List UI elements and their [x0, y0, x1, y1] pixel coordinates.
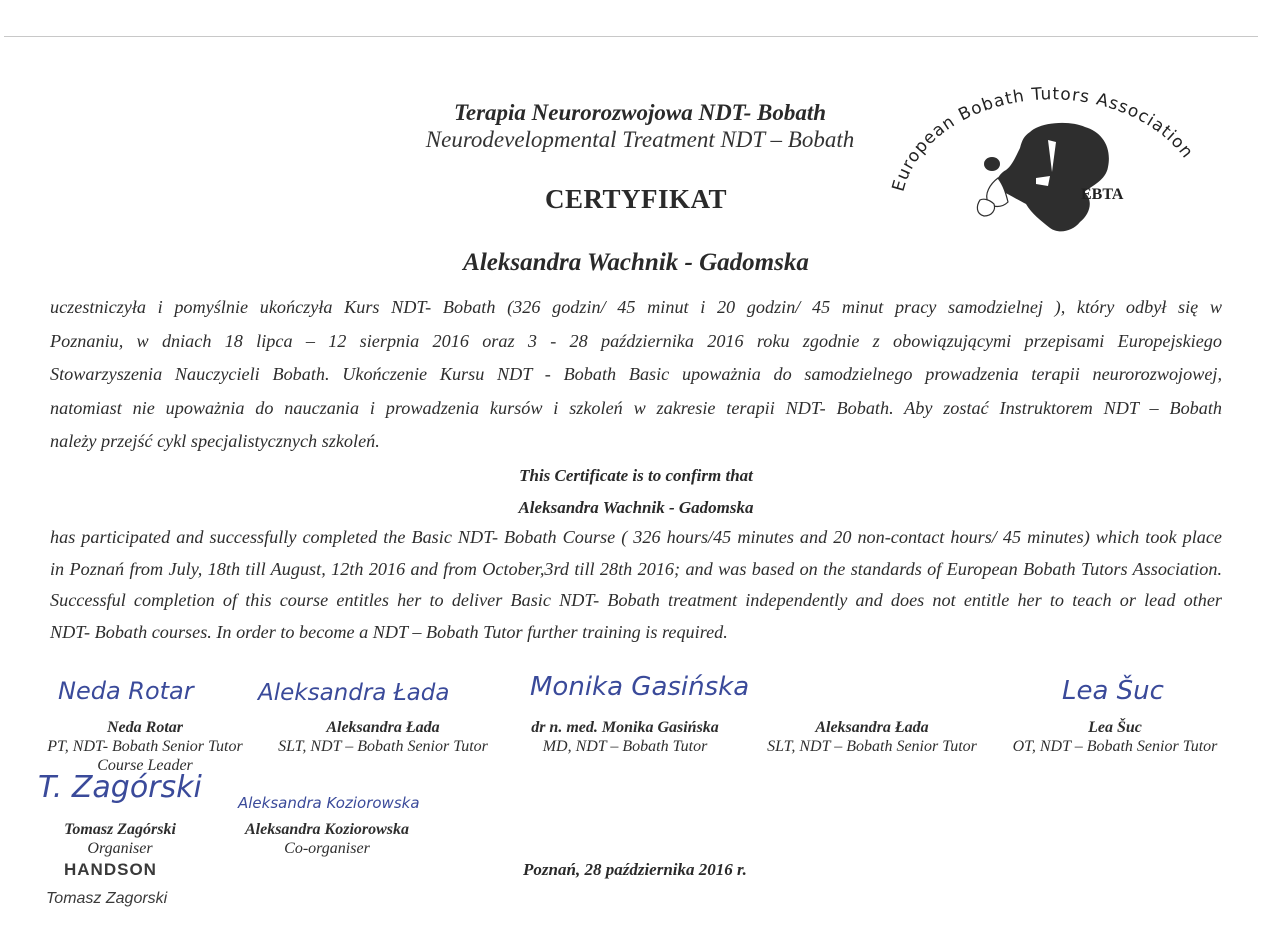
handson-stamp-name: Tomasz Zagorski [46, 890, 168, 907]
svg-text:European Bobath Tutors Associa: European Bobath Tutors Association [888, 84, 1198, 194]
signatory-aleksandra-koziorowska [222, 794, 432, 858]
signature-neda-rotar: Neda Rotar [58, 677, 194, 705]
signatory-name: Tomasz Zagórski [64, 821, 176, 838]
polish-statement [50, 291, 1222, 459]
signatory-name: Neda Rotar [107, 719, 183, 736]
polish-statement-line: należy przejść cykl specjalistycznych szkoleń. [50, 431, 380, 451]
signature-lea-suc: Lea Šuc [1062, 676, 1164, 706]
signatory-name: Aleksandra Łada [815, 719, 929, 736]
signatory-role: Organiser [87, 840, 153, 857]
certificate-title: CERTYFIKAT [544, 184, 728, 214]
signatory-tomasz-zagorski [30, 770, 210, 858]
english-statement-line: NDT- Bobath courses. In order to become a NDT – Bobath Tutor further training is required. [50, 621, 728, 642]
signature-aleksandra-koziorowska: Aleksandra Koziorowska [238, 794, 420, 812]
signatory-role: OT, NDT – Bobath Senior Tutor [1012, 738, 1218, 755]
english-statement-line: has participated and successfully completed the Basic NDT- Bobath Course ( 326 hours/45 minutes and 20 non-contact hours/ 45 minutes) which took place [50, 527, 1222, 547]
signatory-neda-rotar [30, 677, 260, 775]
confirmation-recipient: Aleksandra Wachnik - Gadomska [518, 498, 754, 517]
signatory-role: SLT, NDT – Bobath Senior Tutor [767, 738, 977, 755]
polish-statement-line: uczestniczyła i pomyślnie ukończyła Kurs NDT- Bobath (326 godzin/ 45 minut i 20 godzin/ 45 minut pracy samodzielnej ), który odbył się w [50, 297, 1222, 317]
title-polish: Terapia Neurorozwojowa NDT- Bobath [453, 100, 827, 125]
signatory-monika-gasinska [510, 672, 750, 756]
ebta-logo [880, 82, 1220, 242]
signatory-role: MD, NDT – Bobath Tutor [542, 738, 708, 755]
confirmation-heading: This Certificate is to confirm that [519, 466, 753, 485]
top-divider [4, 36, 1258, 37]
signatory-lea-suc [1000, 676, 1230, 756]
signatory-aleksandra-lada-1 [258, 680, 498, 756]
signatory-aleksandra-lada-2 [757, 718, 987, 756]
polish-statement-line: natomiast nie upoważnia do nauczania i prowadzenia kursów i szkoleń w zakresie terapii NDT- Bobath. Aby zostać Instruktorem NDT – Bobath [50, 397, 1222, 418]
europe-map-icon [880, 82, 1220, 242]
english-statement-line: in Poznań from July, 18th till August, 12th 2016 and from October,3rd till 28th 2016; and was based on the standards of European Bobath Tutors Association. [50, 558, 1222, 579]
signature-aleksandra-lada: Aleksandra Łada [258, 680, 450, 706]
signatory-name: Lea Šuc [1088, 719, 1142, 736]
english-statement [50, 522, 1222, 648]
signatory-name: Aleksandra Koziorowska [244, 821, 410, 838]
english-statement-line: Successful completion of this course entitles her to deliver Basic NDT- Bobath treatment independently and does not entitle her to teach or lead other [50, 590, 1222, 610]
place-and-date: Poznań, 28 października 2016 r. [523, 860, 747, 879]
polish-statement-line: Poznaniu, w dniach 18 lipca – 12 sierpnia 2016 oraz 3 - 28 października 2016 roku zgodnie z obowiązującymi przepisami Europejskiego [50, 330, 1222, 351]
signature-monika-gasinska: Monika Gasińska [530, 672, 750, 702]
polish-statement-line: Stowarzyszenia Nauczycieli Bobath. Ukończenie Kursu NDT - Bobath Basic upoważnia do samodzielnego prowadzenia terapii neurorozwojowej, [50, 364, 1222, 384]
handson-stamp-brand: HANDSON [64, 860, 157, 879]
signatory-role: Co-organiser [284, 840, 370, 857]
signature-tomasz-zagorski: T. Zagórski [38, 770, 202, 805]
signatory-name: Aleksandra Łada [326, 719, 440, 736]
signatory-role-secondary: Course Leader [97, 757, 193, 774]
title-english: Neurodevelopmental Treatment NDT – Bobath [425, 127, 855, 152]
signatory-name: dr n. med. Monika Gasińska [531, 719, 719, 736]
recipient-name: Aleksandra Wachnik - Gadomska [463, 249, 809, 276]
svg-text:EBTA: EBTA [1081, 186, 1124, 203]
signatory-role: PT, NDT- Bobath Senior Tutor [47, 738, 243, 755]
signatory-role: SLT, NDT – Bobath Senior Tutor [278, 738, 488, 755]
